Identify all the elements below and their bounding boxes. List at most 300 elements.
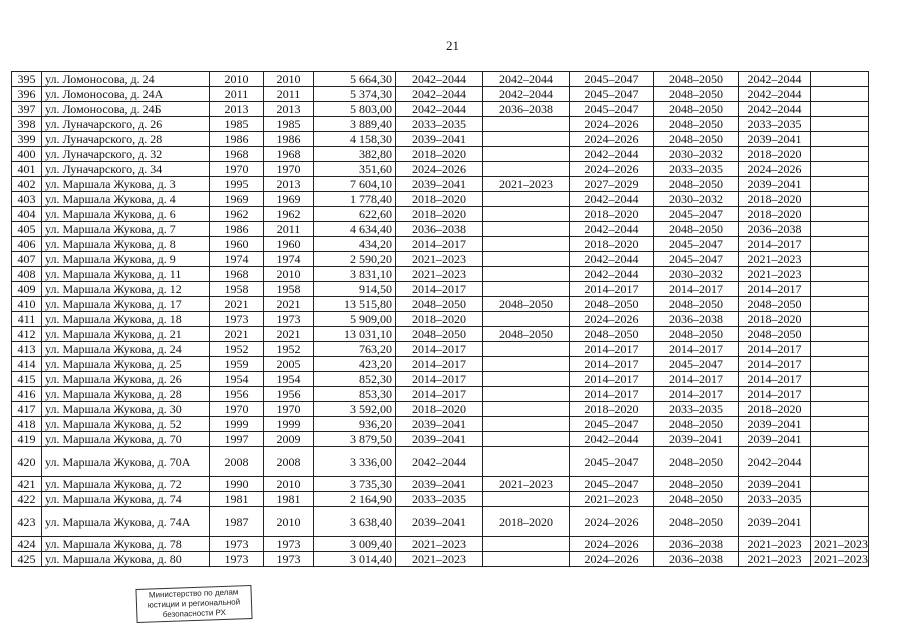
repair-period-cell: 2045–2047 bbox=[570, 87, 654, 102]
address-cell: ул. Маршала Жукова, д. 80 bbox=[42, 552, 210, 567]
year-commissioned-cell: 1985 bbox=[264, 117, 314, 132]
repair-period-cell: 2048–2050 bbox=[739, 297, 811, 312]
repair-period-cell: 2018–2020 bbox=[739, 207, 811, 222]
repair-period-cell: 2014–2017 bbox=[654, 342, 739, 357]
repair-period-cell: 2039–2041 bbox=[739, 417, 811, 432]
year-commissioned-cell: 1973 bbox=[264, 537, 314, 552]
table-row bbox=[12, 132, 869, 147]
row-number: 418 bbox=[12, 417, 42, 432]
year-commissioned-cell: 1973 bbox=[264, 552, 314, 567]
address-cell: ул. Ломоносова, д. 24Б bbox=[42, 102, 210, 117]
repair-period-cell: 2014–2017 bbox=[739, 237, 811, 252]
year-built-cell: 1959 bbox=[210, 357, 264, 372]
repair-period-cell bbox=[811, 177, 869, 192]
repair-period-cell: 2048–2050 bbox=[654, 447, 739, 477]
table-row bbox=[12, 147, 869, 162]
repair-period-cell bbox=[483, 372, 570, 387]
table-row bbox=[12, 537, 869, 552]
repair-period-cell: 2042–2044 bbox=[570, 267, 654, 282]
table-row bbox=[12, 87, 869, 102]
repair-period-cell: 2024–2026 bbox=[570, 537, 654, 552]
year-built-cell: 1970 bbox=[210, 402, 264, 417]
year-built-cell: 1999 bbox=[210, 417, 264, 432]
repair-period-cell: 2042–2044 bbox=[570, 147, 654, 162]
area-cell: 4 158,30 bbox=[314, 132, 396, 147]
repair-period-cell: 2021–2023 bbox=[396, 537, 483, 552]
area-cell: 3 879,50 bbox=[314, 432, 396, 447]
year-commissioned-cell: 1981 bbox=[264, 492, 314, 507]
year-built-cell: 1970 bbox=[210, 162, 264, 177]
area-cell: 853,30 bbox=[314, 387, 396, 402]
year-built-cell: 1973 bbox=[210, 312, 264, 327]
repair-period-cell: 2048–2050 bbox=[654, 72, 739, 87]
repair-period-cell bbox=[811, 342, 869, 357]
repair-period-cell: 2033–2035 bbox=[739, 117, 811, 132]
repair-period-cell: 2045–2047 bbox=[654, 252, 739, 267]
year-built-cell: 1995 bbox=[210, 177, 264, 192]
repair-period-cell bbox=[811, 297, 869, 312]
address-cell: ул. Маршала Жукова, д. 12 bbox=[42, 282, 210, 297]
repair-period-cell: 2024–2026 bbox=[739, 162, 811, 177]
address-cell: ул. Маршала Жукова, д. 25 bbox=[42, 357, 210, 372]
table-row bbox=[12, 207, 869, 222]
repair-period-cell: 2021–2023 bbox=[739, 537, 811, 552]
row-number: 413 bbox=[12, 342, 42, 357]
repair-period-cell bbox=[483, 552, 570, 567]
repair-period-cell bbox=[483, 492, 570, 507]
address-cell: ул. Маршала Жукова, д. 52 bbox=[42, 417, 210, 432]
address-cell: ул. Маршала Жукова, д. 18 bbox=[42, 312, 210, 327]
repair-period-cell: 2039–2041 bbox=[396, 132, 483, 147]
repair-period-cell bbox=[483, 192, 570, 207]
repair-period-cell bbox=[483, 222, 570, 237]
year-commissioned-cell: 1969 bbox=[264, 192, 314, 207]
area-cell: 5 803,00 bbox=[314, 102, 396, 117]
table-row bbox=[12, 417, 869, 432]
address-cell: ул. Маршала Жукова, д. 8 bbox=[42, 237, 210, 252]
area-cell: 7 604,10 bbox=[314, 177, 396, 192]
repair-period-cell bbox=[811, 162, 869, 177]
repair-period-cell: 2021–2023 bbox=[739, 267, 811, 282]
address-cell: ул. Маршала Жукова, д. 28 bbox=[42, 387, 210, 402]
address-cell: ул. Луначарского, д. 32 bbox=[42, 147, 210, 162]
row-number: 417 bbox=[12, 402, 42, 417]
repair-period-cell: 2048–2050 bbox=[483, 327, 570, 342]
repair-period-cell bbox=[811, 507, 869, 537]
row-number: 404 bbox=[12, 207, 42, 222]
year-built-cell: 1968 bbox=[210, 147, 264, 162]
table-row bbox=[12, 297, 869, 312]
repair-period-cell: 2036–2038 bbox=[654, 312, 739, 327]
repair-period-cell: 2045–2047 bbox=[570, 447, 654, 477]
repair-period-cell: 2014–2017 bbox=[570, 372, 654, 387]
address-cell: ул. Маршала Жукова, д. 17 bbox=[42, 297, 210, 312]
repair-period-cell: 2042–2044 bbox=[396, 447, 483, 477]
repair-period-cell: 2039–2041 bbox=[396, 432, 483, 447]
row-number: 400 bbox=[12, 147, 42, 162]
area-cell: 3 889,40 bbox=[314, 117, 396, 132]
repair-period-cell: 2042–2044 bbox=[396, 102, 483, 117]
year-commissioned-cell: 2011 bbox=[264, 87, 314, 102]
repair-period-cell: 2048–2050 bbox=[654, 132, 739, 147]
address-cell: ул. Маршала Жукова, д. 7 bbox=[42, 222, 210, 237]
repair-period-cell: 2036–2038 bbox=[739, 222, 811, 237]
year-commissioned-cell: 2011 bbox=[264, 222, 314, 237]
address-cell: ул. Маршала Жукова, д. 72 bbox=[42, 477, 210, 492]
repair-period-cell bbox=[811, 102, 869, 117]
year-commissioned-cell: 1956 bbox=[264, 387, 314, 402]
repair-period-cell: 2045–2047 bbox=[570, 477, 654, 492]
repair-period-cell bbox=[483, 252, 570, 267]
repair-period-cell: 2014–2017 bbox=[570, 282, 654, 297]
repair-period-cell: 2014–2017 bbox=[396, 372, 483, 387]
year-built-cell: 2013 bbox=[210, 102, 264, 117]
year-built-cell: 1974 bbox=[210, 252, 264, 267]
year-commissioned-cell: 1986 bbox=[264, 132, 314, 147]
year-commissioned-cell: 1954 bbox=[264, 372, 314, 387]
repair-period-cell: 2042–2044 bbox=[739, 102, 811, 117]
repair-period-cell bbox=[811, 357, 869, 372]
repair-period-cell: 2039–2041 bbox=[739, 507, 811, 537]
year-commissioned-cell: 2005 bbox=[264, 357, 314, 372]
table-row bbox=[12, 267, 869, 282]
row-number: 397 bbox=[12, 102, 42, 117]
area-cell: 3 638,40 bbox=[314, 507, 396, 537]
table-row bbox=[12, 492, 869, 507]
area-cell: 13 031,10 bbox=[314, 327, 396, 342]
repair-period-cell: 2033–2035 bbox=[654, 402, 739, 417]
repair-period-cell: 2048–2050 bbox=[654, 507, 739, 537]
year-built-cell: 1969 bbox=[210, 192, 264, 207]
repair-period-cell bbox=[811, 492, 869, 507]
row-number: 406 bbox=[12, 237, 42, 252]
address-cell: ул. Маршала Жукова, д. 6 bbox=[42, 207, 210, 222]
year-commissioned-cell: 2010 bbox=[264, 72, 314, 87]
table-row bbox=[12, 252, 869, 267]
repair-period-cell: 2042–2044 bbox=[739, 72, 811, 87]
repair-period-cell: 2021–2023 bbox=[396, 552, 483, 567]
repair-period-cell: 2048–2050 bbox=[570, 327, 654, 342]
area-cell: 5 374,30 bbox=[314, 87, 396, 102]
repair-period-cell: 2048–2050 bbox=[654, 327, 739, 342]
repair-period-cell: 2018–2020 bbox=[570, 237, 654, 252]
repair-period-cell: 2014–2017 bbox=[396, 237, 483, 252]
year-built-cell: 2021 bbox=[210, 327, 264, 342]
repair-period-cell bbox=[483, 417, 570, 432]
area-cell: 3 014,40 bbox=[314, 552, 396, 567]
repair-period-cell: 2021–2023 bbox=[483, 477, 570, 492]
area-cell: 434,20 bbox=[314, 237, 396, 252]
table-row bbox=[12, 447, 869, 477]
address-cell: ул. Маршала Жукова, д. 21 bbox=[42, 327, 210, 342]
area-cell: 3 735,30 bbox=[314, 477, 396, 492]
repair-period-cell bbox=[483, 357, 570, 372]
repair-period-cell: 2039–2041 bbox=[654, 432, 739, 447]
stamp-line: безопасности РХ bbox=[162, 607, 227, 620]
table-row bbox=[12, 552, 869, 567]
repair-period-cell: 2039–2041 bbox=[396, 477, 483, 492]
area-cell: 3 592,00 bbox=[314, 402, 396, 417]
address-cell: ул. Луначарского, д. 34 bbox=[42, 162, 210, 177]
stamp-line: Министерство по делам bbox=[148, 587, 239, 600]
year-commissioned-cell: 2013 bbox=[264, 102, 314, 117]
row-number: 424 bbox=[12, 537, 42, 552]
address-cell: ул. Маршала Жукова, д. 4 bbox=[42, 192, 210, 207]
row-number: 423 bbox=[12, 507, 42, 537]
year-built-cell: 1973 bbox=[210, 552, 264, 567]
repair-period-cell: 2030–2032 bbox=[654, 192, 739, 207]
repair-period-cell: 2039–2041 bbox=[739, 477, 811, 492]
repair-period-cell: 2018–2020 bbox=[396, 192, 483, 207]
area-cell: 3 831,10 bbox=[314, 267, 396, 282]
repair-period-cell: 2048–2050 bbox=[654, 87, 739, 102]
row-number: 419 bbox=[12, 432, 42, 447]
repair-period-cell bbox=[811, 282, 869, 297]
repair-period-cell: 2024–2026 bbox=[570, 162, 654, 177]
area-cell: 13 515,80 bbox=[314, 297, 396, 312]
repair-period-cell: 2036–2038 bbox=[654, 537, 739, 552]
repair-period-cell: 2018–2020 bbox=[739, 402, 811, 417]
repair-period-cell: 2030–2032 bbox=[654, 267, 739, 282]
repair-period-cell: 2045–2047 bbox=[654, 357, 739, 372]
year-built-cell: 1960 bbox=[210, 237, 264, 252]
repair-period-cell: 2014–2017 bbox=[570, 342, 654, 357]
repair-period-cell: 2018–2020 bbox=[483, 507, 570, 537]
repair-period-cell: 2045–2047 bbox=[570, 417, 654, 432]
repair-period-cell: 2018–2020 bbox=[739, 312, 811, 327]
year-commissioned-cell: 2009 bbox=[264, 432, 314, 447]
repair-period-cell: 2042–2044 bbox=[739, 447, 811, 477]
year-commissioned-cell: 1960 bbox=[264, 237, 314, 252]
repair-period-cell: 2048–2050 bbox=[654, 297, 739, 312]
repair-period-cell bbox=[811, 477, 869, 492]
year-built-cell: 1985 bbox=[210, 117, 264, 132]
repair-period-cell: 2033–2035 bbox=[396, 492, 483, 507]
repair-period-cell bbox=[811, 372, 869, 387]
table-row bbox=[12, 507, 869, 537]
table-row bbox=[12, 282, 869, 297]
repair-period-cell: 2021–2023 bbox=[396, 252, 483, 267]
repair-period-cell bbox=[811, 252, 869, 267]
year-built-cell: 1986 bbox=[210, 132, 264, 147]
table-row bbox=[12, 222, 869, 237]
address-cell: ул. Маршала Жукова, д. 3 bbox=[42, 177, 210, 192]
repair-period-cell: 2036–2038 bbox=[396, 222, 483, 237]
repair-period-cell: 2021–2023 bbox=[739, 252, 811, 267]
repair-period-cell: 2014–2017 bbox=[570, 357, 654, 372]
year-commissioned-cell: 1973 bbox=[264, 312, 314, 327]
repair-period-cell: 2014–2017 bbox=[739, 372, 811, 387]
row-number: 411 bbox=[12, 312, 42, 327]
row-number: 409 bbox=[12, 282, 42, 297]
repair-period-cell: 2048–2050 bbox=[654, 477, 739, 492]
repair-period-cell: 2014–2017 bbox=[739, 387, 811, 402]
repair-period-cell: 2045–2047 bbox=[570, 102, 654, 117]
row-number: 415 bbox=[12, 372, 42, 387]
area-cell: 382,80 bbox=[314, 147, 396, 162]
repair-period-cell: 2014–2017 bbox=[654, 372, 739, 387]
year-built-cell: 1997 bbox=[210, 432, 264, 447]
repair-period-cell: 2014–2017 bbox=[739, 342, 811, 357]
repair-period-cell: 2036–2038 bbox=[654, 552, 739, 567]
repair-period-cell bbox=[811, 312, 869, 327]
repair-period-cell bbox=[483, 282, 570, 297]
repair-period-cell: 2042–2044 bbox=[396, 87, 483, 102]
row-number: 403 bbox=[12, 192, 42, 207]
repair-period-cell: 2014–2017 bbox=[396, 387, 483, 402]
year-commissioned-cell: 1952 bbox=[264, 342, 314, 357]
area-cell: 423,20 bbox=[314, 357, 396, 372]
repair-period-cell: 2024–2026 bbox=[396, 162, 483, 177]
repair-period-cell: 2018–2020 bbox=[396, 402, 483, 417]
row-number: 401 bbox=[12, 162, 42, 177]
row-number: 396 bbox=[12, 87, 42, 102]
repair-period-cell: 2018–2020 bbox=[570, 207, 654, 222]
year-built-cell: 1981 bbox=[210, 492, 264, 507]
repair-period-cell: 2018–2020 bbox=[396, 207, 483, 222]
repair-period-cell bbox=[483, 132, 570, 147]
repair-period-cell: 2021–2023 bbox=[811, 552, 869, 567]
repair-period-cell: 2048–2050 bbox=[739, 327, 811, 342]
table-row bbox=[12, 432, 869, 447]
repair-period-cell: 2048–2050 bbox=[654, 222, 739, 237]
year-commissioned-cell: 1958 bbox=[264, 282, 314, 297]
address-cell: ул. Маршала Жукова, д. 74 bbox=[42, 492, 210, 507]
row-number: 407 bbox=[12, 252, 42, 267]
repair-period-cell: 2045–2047 bbox=[654, 237, 739, 252]
area-cell: 5 909,00 bbox=[314, 312, 396, 327]
year-built-cell: 1987 bbox=[210, 507, 264, 537]
year-commissioned-cell: 2010 bbox=[264, 507, 314, 537]
repair-period-cell: 2014–2017 bbox=[396, 357, 483, 372]
address-cell: ул. Маршала Жукова, д. 9 bbox=[42, 252, 210, 267]
area-cell: 351,60 bbox=[314, 162, 396, 177]
row-number: 412 bbox=[12, 327, 42, 342]
year-commissioned-cell: 1974 bbox=[264, 252, 314, 267]
area-cell: 852,30 bbox=[314, 372, 396, 387]
year-built-cell: 2008 bbox=[210, 447, 264, 477]
year-built-cell: 1952 bbox=[210, 342, 264, 357]
row-number: 408 bbox=[12, 267, 42, 282]
repair-period-cell: 2018–2020 bbox=[396, 312, 483, 327]
repair-period-cell bbox=[483, 402, 570, 417]
repair-period-cell bbox=[811, 402, 869, 417]
repair-period-cell: 2042–2044 bbox=[570, 192, 654, 207]
repair-period-cell: 2048–2050 bbox=[654, 492, 739, 507]
repair-period-cell: 2045–2047 bbox=[654, 207, 739, 222]
repair-period-cell bbox=[811, 327, 869, 342]
repair-period-cell bbox=[811, 432, 869, 447]
repair-period-cell bbox=[483, 387, 570, 402]
repair-period-cell: 2018–2020 bbox=[739, 147, 811, 162]
table-row bbox=[12, 177, 869, 192]
row-number: 402 bbox=[12, 177, 42, 192]
area-cell: 1 778,40 bbox=[314, 192, 396, 207]
repair-period-cell bbox=[483, 147, 570, 162]
repair-period-cell: 2048–2050 bbox=[654, 117, 739, 132]
repair-period-cell: 2014–2017 bbox=[739, 282, 811, 297]
year-built-cell: 1986 bbox=[210, 222, 264, 237]
repair-period-cell: 2024–2026 bbox=[570, 117, 654, 132]
repair-period-cell bbox=[811, 207, 869, 222]
year-commissioned-cell: 2010 bbox=[264, 477, 314, 492]
area-cell: 914,50 bbox=[314, 282, 396, 297]
table-row bbox=[12, 117, 869, 132]
repair-period-cell: 2042–2044 bbox=[483, 72, 570, 87]
repair-period-cell bbox=[811, 222, 869, 237]
repair-period-cell bbox=[483, 207, 570, 222]
year-built-cell: 1962 bbox=[210, 207, 264, 222]
repair-period-cell: 2021–2023 bbox=[483, 177, 570, 192]
repair-period-cell: 2018–2020 bbox=[739, 192, 811, 207]
year-commissioned-cell: 2008 bbox=[264, 447, 314, 477]
address-cell: ул. Маршала Жукова, д. 30 bbox=[42, 402, 210, 417]
repair-period-cell bbox=[483, 162, 570, 177]
address-cell: ул. Луначарского, д. 28 bbox=[42, 132, 210, 147]
repair-period-cell: 2024–2026 bbox=[570, 507, 654, 537]
repair-period-cell: 2014–2017 bbox=[570, 387, 654, 402]
repair-period-cell: 2042–2044 bbox=[570, 222, 654, 237]
repair-period-cell bbox=[483, 342, 570, 357]
repair-period-cell: 2042–2044 bbox=[739, 87, 811, 102]
repair-period-cell: 2014–2017 bbox=[396, 282, 483, 297]
repair-period-cell bbox=[483, 447, 570, 477]
table-row bbox=[12, 402, 869, 417]
repair-period-cell: 2021–2023 bbox=[396, 267, 483, 282]
repair-period-cell: 2021–2023 bbox=[739, 552, 811, 567]
page-number: 21 bbox=[446, 38, 459, 53]
year-commissioned-cell: 1999 bbox=[264, 417, 314, 432]
repair-period-cell: 2048–2050 bbox=[396, 297, 483, 312]
row-number: 414 bbox=[12, 357, 42, 372]
repair-period-cell bbox=[811, 147, 869, 162]
repair-period-cell: 2036–2038 bbox=[483, 102, 570, 117]
repair-period-cell bbox=[811, 192, 869, 207]
ministry-stamp bbox=[135, 585, 252, 623]
repair-period-cell: 2039–2041 bbox=[396, 177, 483, 192]
repair-period-cell: 2039–2041 bbox=[739, 432, 811, 447]
area-cell: 4 634,40 bbox=[314, 222, 396, 237]
year-built-cell: 1968 bbox=[210, 267, 264, 282]
stamp-line: юстиции и региональной bbox=[147, 597, 241, 610]
row-number: 398 bbox=[12, 117, 42, 132]
area-cell: 3 009,40 bbox=[314, 537, 396, 552]
repair-period-cell: 2048–2050 bbox=[570, 297, 654, 312]
repair-period-cell: 2039–2041 bbox=[739, 177, 811, 192]
row-number: 405 bbox=[12, 222, 42, 237]
repair-period-cell bbox=[811, 387, 869, 402]
row-number: 425 bbox=[12, 552, 42, 567]
table-row bbox=[12, 72, 869, 87]
year-built-cell: 1958 bbox=[210, 282, 264, 297]
repair-period-cell: 2014–2017 bbox=[739, 357, 811, 372]
row-number: 399 bbox=[12, 132, 42, 147]
area-cell: 3 336,00 bbox=[314, 447, 396, 477]
table-row bbox=[12, 237, 869, 252]
area-cell: 5 664,30 bbox=[314, 72, 396, 87]
repair-period-cell bbox=[483, 312, 570, 327]
repair-period-cell: 2018–2020 bbox=[396, 147, 483, 162]
table-row bbox=[12, 357, 869, 372]
table-row bbox=[12, 312, 869, 327]
repair-period-cell bbox=[483, 237, 570, 252]
repair-period-cell: 2039–2041 bbox=[396, 507, 483, 537]
table-row bbox=[12, 162, 869, 177]
repair-period-cell bbox=[811, 72, 869, 87]
repair-period-cell bbox=[811, 447, 869, 477]
repair-period-cell bbox=[483, 117, 570, 132]
repair-period-cell: 2033–2035 bbox=[654, 162, 739, 177]
